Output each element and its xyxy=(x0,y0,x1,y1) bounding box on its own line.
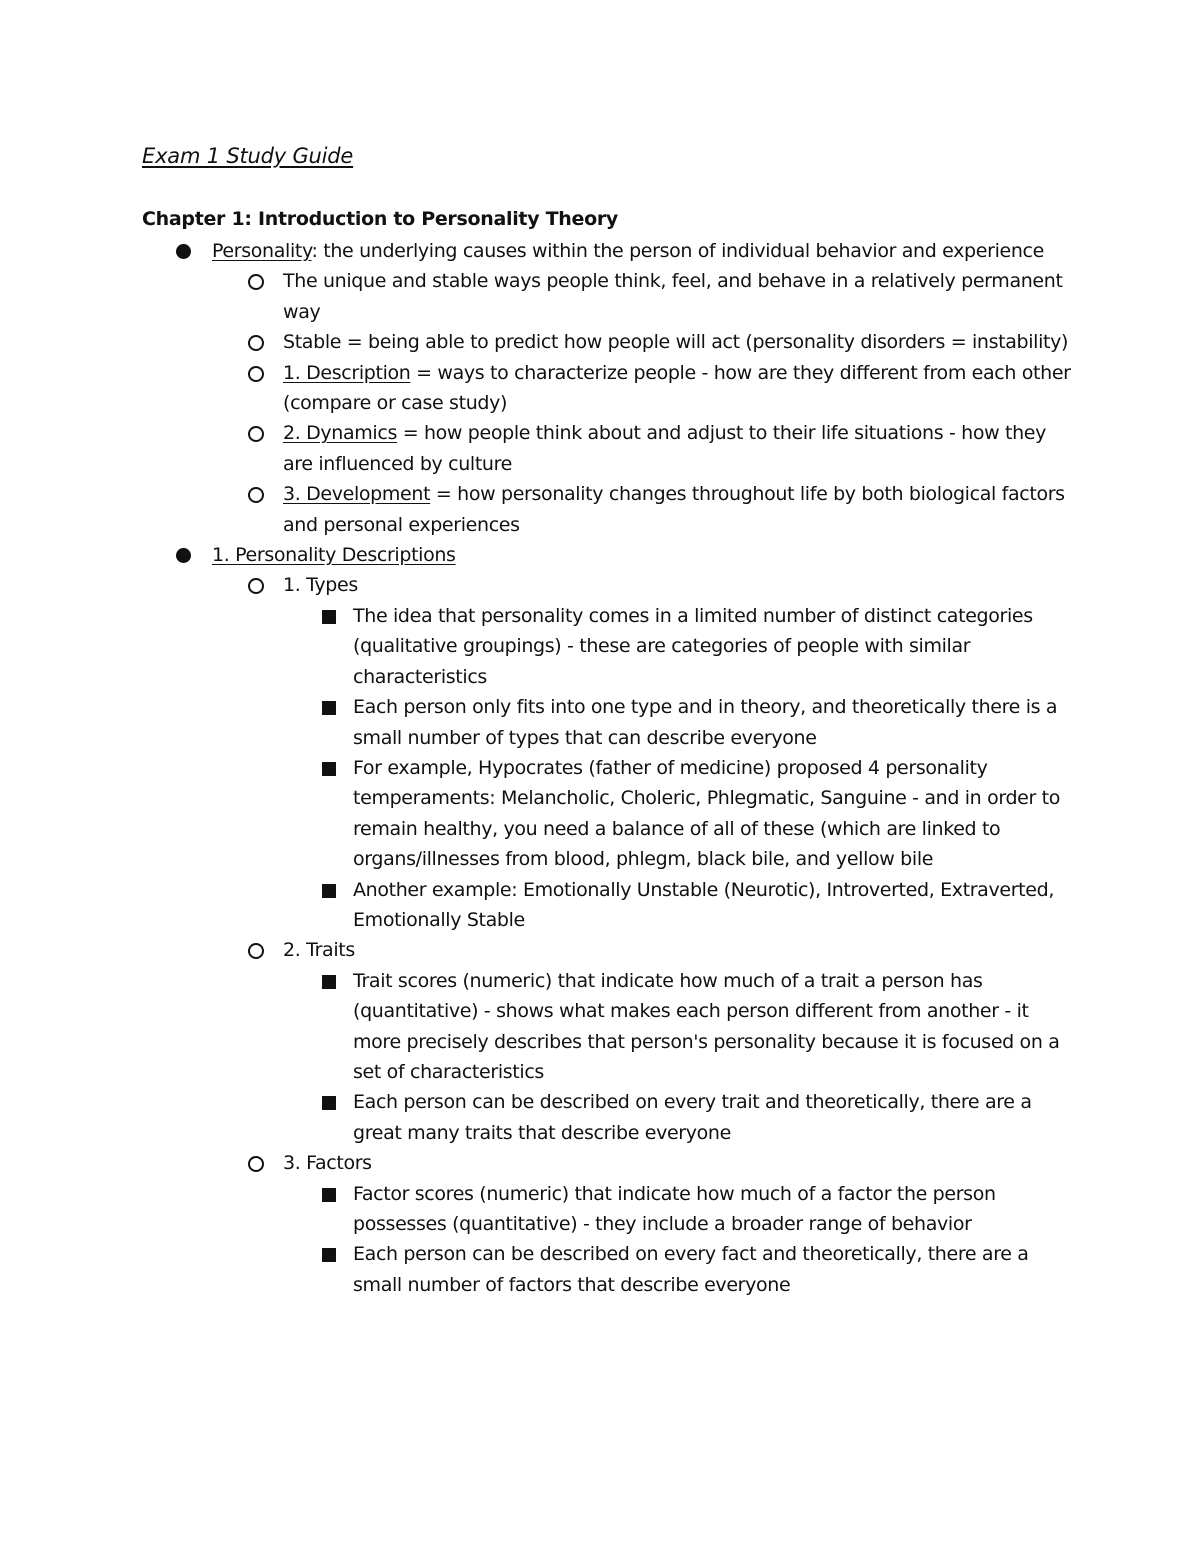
filled-circle-bullet-icon xyxy=(176,548,191,563)
hollow-circle-bullet-icon xyxy=(248,426,264,442)
list-item xyxy=(0,753,1065,875)
square-bullet-icon xyxy=(322,1248,336,1262)
square-bullet-icon xyxy=(322,975,336,989)
hollow-circle-bullet-icon xyxy=(248,487,264,503)
list-item-text: Another example: Emotionally Unstable (Neurotic), Introverted, Extraverted, Emotionally Stable xyxy=(353,878,1055,931)
hollow-circle-bullet-icon xyxy=(248,943,264,959)
term-dynamics: 2. Dynamics xyxy=(283,422,398,445)
list-item-text: For example, Hypocrates (father of medicine) proposed 4 personality temperaments: Melancholic, Choleric, Phlegmatic, Sanguine - and in order to remain healthy, you need a balance of all of these (which are linked to organs/illnesses from blood, phlegm, black bile, and yellow bile xyxy=(353,756,1061,871)
hollow-circle-bullet-icon xyxy=(248,335,264,351)
term-description: 1. Description xyxy=(283,361,411,384)
hollow-circle-bullet-icon xyxy=(248,274,264,290)
list-item xyxy=(0,1239,1065,1300)
list-item xyxy=(0,358,1073,419)
list-item xyxy=(0,966,1065,1088)
list-item-text: Each person only fits into one type and in theory, and theoretically there is a small number of types that can describe everyone xyxy=(353,696,1058,749)
document-title: Exam 1 Study Guide xyxy=(142,144,354,168)
subsection-traits: 2. Traits xyxy=(283,939,355,962)
list-item-text: Each person can be described on every fact and theoretically, there are a small number of factors that describe everyone xyxy=(353,1243,1029,1296)
square-bullet-icon xyxy=(322,701,336,715)
square-bullet-icon xyxy=(322,762,336,776)
outline xyxy=(0,236,1200,1300)
list-item xyxy=(0,540,1072,570)
filled-circle-bullet-icon xyxy=(176,244,191,259)
list-item-text: Factor scores (numeric) that indicate how much of a factor the person possesses (quantitative) - they include a broader range of behavior xyxy=(353,1182,996,1235)
term-personality: Personality xyxy=(212,240,312,262)
definition-dynamics: = how people think about and adjust to their life situations - how they are influenced by culture xyxy=(283,422,1047,475)
list-item xyxy=(0,692,1065,753)
subsection-types: 1. Types xyxy=(283,574,358,597)
definition-description: = ways to characterize people - how are they different from each other (compare or case study) xyxy=(283,361,1071,415)
hollow-circle-bullet-icon xyxy=(248,1156,264,1172)
list-item-text: The idea that personality comes in a limited number of distinct categories (qualitative groupings) - these are categories of people with similar characteristics xyxy=(353,604,1033,688)
square-bullet-icon xyxy=(322,884,336,898)
list-item xyxy=(0,479,1073,540)
list-item xyxy=(0,1179,1065,1240)
term-development: 3. Development xyxy=(283,483,431,506)
square-bullet-icon xyxy=(322,1188,336,1202)
subsection-factors: 3. Factors xyxy=(283,1152,372,1175)
list-item xyxy=(0,418,1073,479)
list-item-text: Each person can be described on every trait and theoretically, there are a great many traits that describe everyone xyxy=(353,1091,1032,1144)
list-item xyxy=(0,327,1073,357)
list-item-text: Stable = being able to predict how people will act (personality disorders = instability) xyxy=(283,331,1069,354)
square-bullet-icon xyxy=(322,610,336,624)
square-bullet-icon xyxy=(322,1096,336,1110)
definition-personality: : the underlying causes within the person of individual behavior and experience xyxy=(311,240,1044,262)
list-item xyxy=(0,236,1072,266)
list-item xyxy=(0,1148,1073,1178)
list-item-text: The unique and stable ways people think, feel, and behave in a relatively permanent way xyxy=(283,270,1063,323)
list-item xyxy=(0,935,1073,965)
section-personality-descriptions: 1. Personality Descriptions xyxy=(212,544,456,567)
hollow-circle-bullet-icon xyxy=(248,366,264,382)
list-item xyxy=(0,1087,1065,1148)
hollow-circle-bullet-icon xyxy=(248,578,264,594)
chapter-heading: Chapter 1: Introduction to Personality Theory xyxy=(142,208,618,230)
list-item xyxy=(0,601,1065,692)
list-item xyxy=(0,875,1065,936)
definition-development: = how personality changes throughout life by both biological factors and personal experiences xyxy=(283,483,1065,536)
list-item xyxy=(0,570,1073,600)
list-item xyxy=(0,266,1073,327)
list-item-text: Trait scores (numeric) that indicate how much of a trait a person has (quantitative) - shows what makes each person different from another - it more precisely describes that person's personality because it is focused on a set of characteristics xyxy=(353,969,1060,1083)
